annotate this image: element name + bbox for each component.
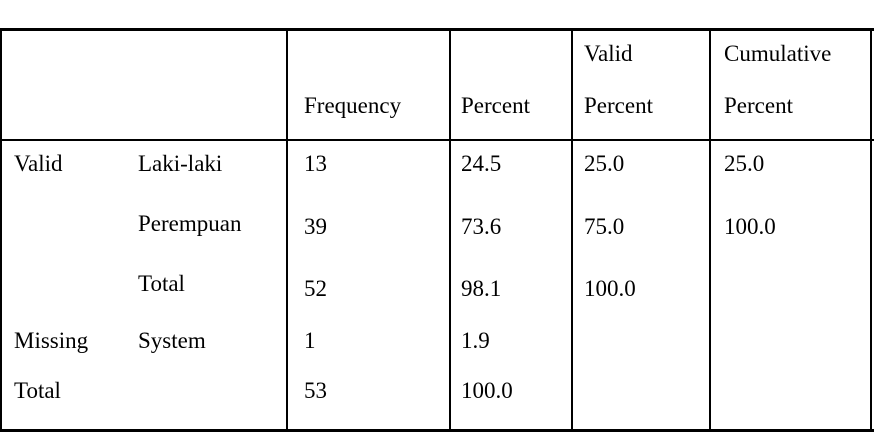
frequency-value: 13 [304,151,327,176]
frequency-value: 52 [304,276,327,301]
header-cumulative-percent-line2: Percent [724,93,793,118]
percent-value: 98.1 [461,276,502,301]
percent-value: 73.6 [461,214,502,239]
cumulative-percent-value: 100.0 [724,214,776,239]
valid-percent-value: 100.0 [584,276,636,301]
table-right-border [870,31,872,429]
row-category-label: System [138,328,206,353]
row-category-label: Perempuan [138,211,242,236]
valid-percent-value: 75.0 [584,214,625,239]
header-valid-percent-line2: Percent [584,93,653,118]
header-percent: Percent [461,93,530,118]
header-valid-percent-line1: Valid [584,41,633,66]
column-divider-cumulative-percent [709,31,711,429]
frequency-table [0,28,874,432]
header-divider [0,139,874,141]
percent-value: 1.9 [461,328,490,353]
valid-percent-value: 25.0 [584,151,625,176]
table-left-border [0,31,2,429]
percent-value: 100.0 [461,378,513,403]
cumulative-percent-value: 25.0 [724,151,765,176]
frequency-value: 1 [304,328,316,353]
frequency-value: 39 [304,214,327,239]
frequency-value: 53 [304,378,327,403]
column-divider-percent [449,31,451,429]
column-divider-frequency [286,31,288,429]
row-group-label: Total [14,378,61,403]
percent-value: 24.5 [461,151,502,176]
header-cumulative-percent-line1: Cumulative [724,41,832,66]
header-frequency: Frequency [304,93,402,118]
row-group-label: Missing [14,328,89,353]
column-divider-valid-percent [571,31,573,429]
row-group-label: Valid [14,151,63,176]
row-category-label: Laki-laki [138,151,223,176]
row-category-label: Total [138,271,185,296]
